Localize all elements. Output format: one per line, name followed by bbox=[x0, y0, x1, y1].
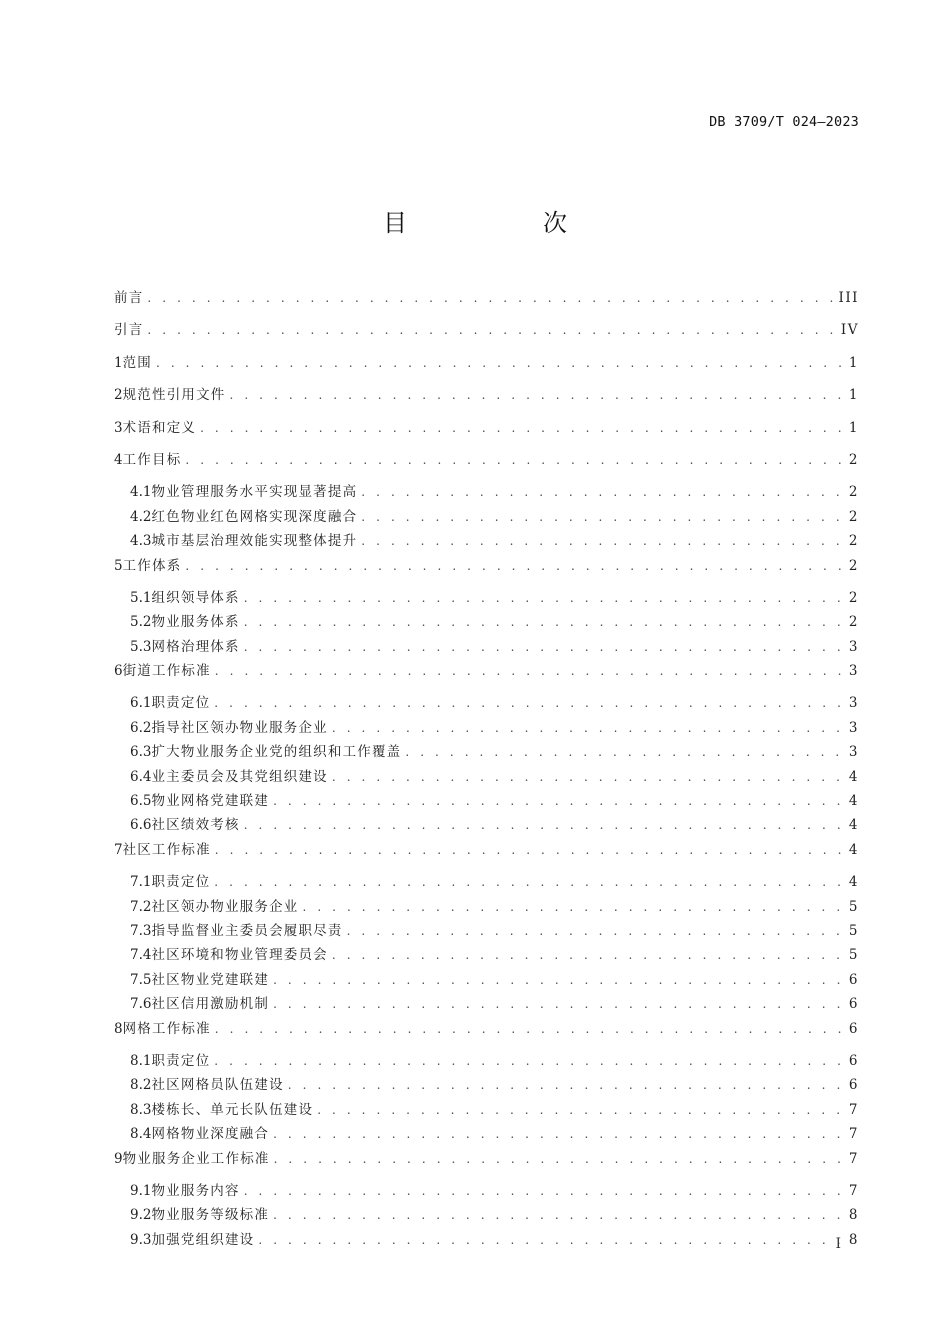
toc-entry-page: 5 bbox=[848, 947, 859, 964]
toc-entry-page: 3 bbox=[848, 744, 859, 761]
toc-entry-label: 职责定位 bbox=[151, 874, 211, 891]
toc-entry-page: 7 bbox=[848, 1150, 859, 1167]
dot-leader bbox=[273, 968, 845, 992]
toc-entry-number: 7.5 bbox=[130, 971, 152, 988]
toc-entry-label: 物业服务体系 bbox=[151, 614, 240, 631]
toc-entry[interactable] bbox=[114, 286, 859, 318]
toc-entry-page: 2 bbox=[848, 533, 859, 550]
toc-entry-number: 7.4 bbox=[130, 947, 152, 964]
toc-entry-page: 4 bbox=[848, 874, 859, 891]
toc-entry-page: 7 bbox=[848, 1101, 859, 1118]
toc-entry-number: 4.3 bbox=[130, 533, 152, 550]
toc-entry-page: 6 bbox=[848, 1077, 859, 1094]
dot-leader bbox=[215, 1017, 845, 1041]
toc-subentry[interactable] bbox=[114, 740, 859, 764]
toc-subentry[interactable] bbox=[114, 765, 859, 789]
toc-entry-page: III bbox=[838, 290, 859, 306]
toc-subentry[interactable] bbox=[114, 870, 859, 894]
toc-entry[interactable] bbox=[114, 838, 859, 870]
toc-entry-number: 2 bbox=[114, 387, 123, 404]
toc-entry-label: 网格物业深度融合 bbox=[151, 1126, 270, 1143]
toc-entry[interactable] bbox=[114, 554, 859, 586]
dot-leader bbox=[273, 1203, 845, 1227]
toc-entry-label: 社区环境和物业管理委员会 bbox=[151, 947, 328, 964]
toc-entry-label: 加强党组织建设 bbox=[151, 1231, 255, 1248]
toc-entry[interactable] bbox=[114, 318, 859, 350]
toc-entry-number: 1 bbox=[114, 354, 123, 371]
toc-entry-label: 物业服务等级标准 bbox=[151, 1207, 270, 1224]
toc-entry-page: 4 bbox=[848, 817, 859, 834]
dot-leader bbox=[332, 765, 845, 789]
toc-entry-label: 组织领导体系 bbox=[151, 589, 240, 606]
dot-leader bbox=[156, 351, 845, 375]
dot-leader bbox=[244, 1179, 845, 1203]
dot-leader bbox=[258, 1228, 845, 1252]
toc-subentry[interactable] bbox=[114, 813, 859, 837]
dot-leader bbox=[147, 318, 837, 342]
toc-entry-label: 社区领办物业服务企业 bbox=[151, 898, 299, 915]
toc-subentry[interactable] bbox=[114, 943, 859, 967]
toc-entry-number: 8.2 bbox=[130, 1077, 152, 1094]
toc-entry-page: 7 bbox=[848, 1182, 859, 1199]
toc-subentry[interactable] bbox=[114, 480, 859, 504]
toc-subentry[interactable] bbox=[114, 1179, 859, 1203]
toc-entry[interactable] bbox=[114, 383, 859, 415]
toc-entry-number: 5.2 bbox=[130, 614, 152, 631]
toc-entry-label: 前言 bbox=[114, 290, 144, 306]
dot-leader bbox=[302, 895, 844, 919]
toc-subentry[interactable] bbox=[114, 716, 859, 740]
toc-entry-number: 5 bbox=[114, 557, 123, 574]
toc-entry-page: 2 bbox=[848, 557, 859, 574]
dot-leader bbox=[361, 480, 845, 504]
dot-leader bbox=[332, 716, 845, 740]
toc-entry-number: 9 bbox=[114, 1150, 123, 1167]
page-number: I bbox=[835, 1236, 841, 1252]
dot-leader bbox=[214, 870, 845, 894]
dot-leader bbox=[215, 659, 845, 683]
toc-entry-label: 社区物业党建联建 bbox=[151, 971, 270, 988]
toc-entry-page: 2 bbox=[848, 451, 859, 468]
toc-entry[interactable] bbox=[114, 1017, 859, 1049]
dot-leader bbox=[361, 505, 845, 529]
toc-entry-page: 2 bbox=[848, 484, 859, 501]
dot-leader bbox=[244, 586, 845, 610]
table-of-contents bbox=[114, 286, 859, 1252]
toc-entry-label: 网格工作标准 bbox=[122, 1020, 211, 1037]
toc-entry-page: 4 bbox=[848, 793, 859, 810]
toc-entry-number: 6.3 bbox=[130, 744, 152, 761]
toc-entry-number: 9.3 bbox=[130, 1231, 152, 1248]
toc-entry-number: 8.1 bbox=[130, 1052, 152, 1069]
toc-entry-label: 职责定位 bbox=[151, 1052, 211, 1069]
toc-entry-number: 7.3 bbox=[130, 922, 152, 939]
toc-title: 目 次 bbox=[383, 209, 623, 237]
toc-subentry[interactable] bbox=[114, 529, 859, 553]
toc-entry-page: 3 bbox=[848, 663, 859, 680]
toc-entry-label: 物业服务企业工作标准 bbox=[122, 1150, 270, 1167]
dot-leader bbox=[274, 1147, 845, 1171]
toc-subentry[interactable] bbox=[114, 1122, 859, 1146]
document-code: DB 3709/T 024—2023 bbox=[709, 114, 859, 130]
toc-entry-page: 3 bbox=[848, 638, 859, 655]
toc-entry-label: 规范性引用文件 bbox=[122, 387, 226, 404]
dot-leader bbox=[273, 1122, 845, 1146]
toc-entry-number: 3 bbox=[114, 419, 123, 436]
toc-entry-label: 网格治理体系 bbox=[151, 638, 240, 655]
toc-entry-number: 8.3 bbox=[130, 1101, 152, 1118]
dot-leader bbox=[273, 789, 845, 813]
toc-entry-number: 7 bbox=[114, 841, 123, 858]
toc-entry-label: 社区绩效考核 bbox=[151, 817, 240, 834]
toc-subentry[interactable] bbox=[114, 919, 859, 943]
toc-entry[interactable] bbox=[114, 659, 859, 691]
toc-entry-page: 6 bbox=[848, 1020, 859, 1037]
toc-entry-label: 物业管理服务水平实现显著提高 bbox=[151, 484, 358, 501]
dot-leader bbox=[185, 448, 845, 472]
toc-entry-number: 8.4 bbox=[130, 1126, 152, 1143]
toc-subentry[interactable] bbox=[114, 610, 859, 634]
dot-leader bbox=[332, 943, 845, 967]
toc-subentry[interactable] bbox=[114, 691, 859, 715]
dot-leader bbox=[244, 635, 845, 659]
toc-subentry[interactable] bbox=[114, 968, 859, 992]
dot-leader bbox=[405, 740, 845, 764]
toc-entry-page: 6 bbox=[848, 1052, 859, 1069]
toc-subentry[interactable] bbox=[114, 1073, 859, 1097]
toc-entry-number: 5.1 bbox=[130, 589, 152, 606]
toc-entry-number: 7.1 bbox=[130, 874, 152, 891]
toc-entry-number: 9.1 bbox=[130, 1182, 152, 1199]
toc-entry-number: 6.6 bbox=[130, 817, 152, 834]
toc-entry-label: 引言 bbox=[114, 322, 144, 339]
toc-entry-page: 6 bbox=[848, 971, 859, 988]
dot-leader bbox=[147, 286, 834, 310]
toc-entry-page: IV bbox=[840, 322, 859, 339]
toc-entry-page: 1 bbox=[848, 387, 859, 404]
toc-entry-label: 术语和定义 bbox=[122, 419, 197, 436]
toc-entry-page: 3 bbox=[848, 695, 859, 712]
toc-entry-label: 社区网格员队伍建设 bbox=[151, 1077, 284, 1094]
toc-subentry[interactable] bbox=[114, 1228, 859, 1252]
dot-leader bbox=[244, 813, 845, 837]
toc-entry-page: 3 bbox=[848, 719, 859, 736]
toc-entry-label: 街道工作标准 bbox=[122, 663, 211, 680]
toc-entry-number: 4.2 bbox=[130, 508, 152, 525]
toc-entry-page: 8 bbox=[848, 1207, 859, 1224]
toc-entry-number: 9.2 bbox=[130, 1207, 152, 1224]
toc-entry-page: 7 bbox=[848, 1126, 859, 1143]
toc-entry[interactable] bbox=[114, 416, 859, 448]
toc-subentry[interactable] bbox=[114, 635, 859, 659]
toc-entry-label: 业主委员会及其党组织建设 bbox=[151, 768, 328, 785]
dot-leader bbox=[200, 416, 845, 440]
dot-leader bbox=[230, 383, 845, 407]
toc-entry[interactable] bbox=[114, 1147, 859, 1179]
toc-entry-page: 1 bbox=[848, 354, 859, 371]
toc-entry-label: 社区工作标准 bbox=[122, 841, 211, 858]
toc-subentry[interactable] bbox=[114, 895, 859, 919]
toc-entry-label: 工作体系 bbox=[122, 557, 182, 574]
dot-leader bbox=[214, 691, 845, 715]
toc-entry-page: 2 bbox=[848, 589, 859, 606]
toc-entry-label: 扩大物业服务企业党的组织和工作覆盖 bbox=[151, 744, 402, 761]
dot-leader bbox=[185, 554, 845, 578]
toc-entry-number: 7.6 bbox=[130, 996, 152, 1013]
toc-entry-page: 2 bbox=[848, 614, 859, 631]
toc-subentry[interactable] bbox=[114, 1049, 859, 1073]
dot-leader bbox=[347, 919, 845, 943]
toc-entry[interactable] bbox=[114, 351, 859, 383]
toc-entry-page: 4 bbox=[848, 768, 859, 785]
toc-entry-label: 楼栋长、单元长队伍建设 bbox=[151, 1101, 314, 1118]
toc-subentry[interactable] bbox=[114, 1203, 859, 1227]
dot-leader bbox=[273, 992, 845, 1016]
toc-entry-page: 1 bbox=[848, 419, 859, 436]
toc-entry-label: 社区信用激励机制 bbox=[151, 996, 270, 1013]
toc-entry-number: 6.4 bbox=[130, 768, 152, 785]
dot-leader bbox=[215, 838, 845, 862]
toc-entry-page: 4 bbox=[848, 841, 859, 858]
toc-entry-number: 8 bbox=[114, 1020, 123, 1037]
toc-entry-label: 指导监督业主委员会履职尽责 bbox=[151, 922, 343, 939]
toc-subentry[interactable] bbox=[114, 992, 859, 1016]
toc-subentry[interactable] bbox=[114, 1098, 859, 1122]
toc-entry-number: 6.2 bbox=[130, 719, 152, 736]
toc-entry-label: 物业服务内容 bbox=[151, 1182, 240, 1199]
toc-entry-label: 职责定位 bbox=[151, 695, 211, 712]
dot-leader bbox=[317, 1098, 845, 1122]
toc-entry-page: 5 bbox=[848, 922, 859, 939]
toc-entry-number: 4.1 bbox=[130, 484, 152, 501]
toc-entry-label: 物业网格党建联建 bbox=[151, 793, 270, 810]
toc-subentry[interactable] bbox=[114, 789, 859, 813]
toc-entry-label: 城市基层治理效能实现整体提升 bbox=[151, 533, 358, 550]
toc-entry-label: 范围 bbox=[122, 354, 152, 371]
dot-leader bbox=[361, 529, 845, 553]
toc-entry-page: 2 bbox=[848, 508, 859, 525]
toc-entry-number: 5.3 bbox=[130, 638, 152, 655]
toc-entry-number: 4 bbox=[114, 451, 123, 468]
toc-entry-page: 8 bbox=[848, 1231, 859, 1248]
toc-entry-number: 6 bbox=[114, 663, 123, 680]
toc-entry[interactable] bbox=[114, 448, 859, 480]
toc-entry-page: 5 bbox=[848, 898, 859, 915]
toc-entry-label: 指导社区领办物业服务企业 bbox=[151, 719, 328, 736]
toc-entry-number: 6.5 bbox=[130, 793, 152, 810]
toc-subentry[interactable] bbox=[114, 505, 859, 529]
toc-entry-number: 7.2 bbox=[130, 898, 152, 915]
dot-leader bbox=[244, 610, 845, 634]
toc-entry-label: 红色物业红色网格实现深度融合 bbox=[151, 508, 358, 525]
toc-entry-label: 工作目标 bbox=[122, 451, 182, 468]
toc-entry-number: 6.1 bbox=[130, 695, 152, 712]
toc-subentry[interactable] bbox=[114, 586, 859, 610]
dot-leader bbox=[288, 1073, 845, 1097]
toc-entry-page: 6 bbox=[848, 996, 859, 1013]
dot-leader bbox=[214, 1049, 845, 1073]
